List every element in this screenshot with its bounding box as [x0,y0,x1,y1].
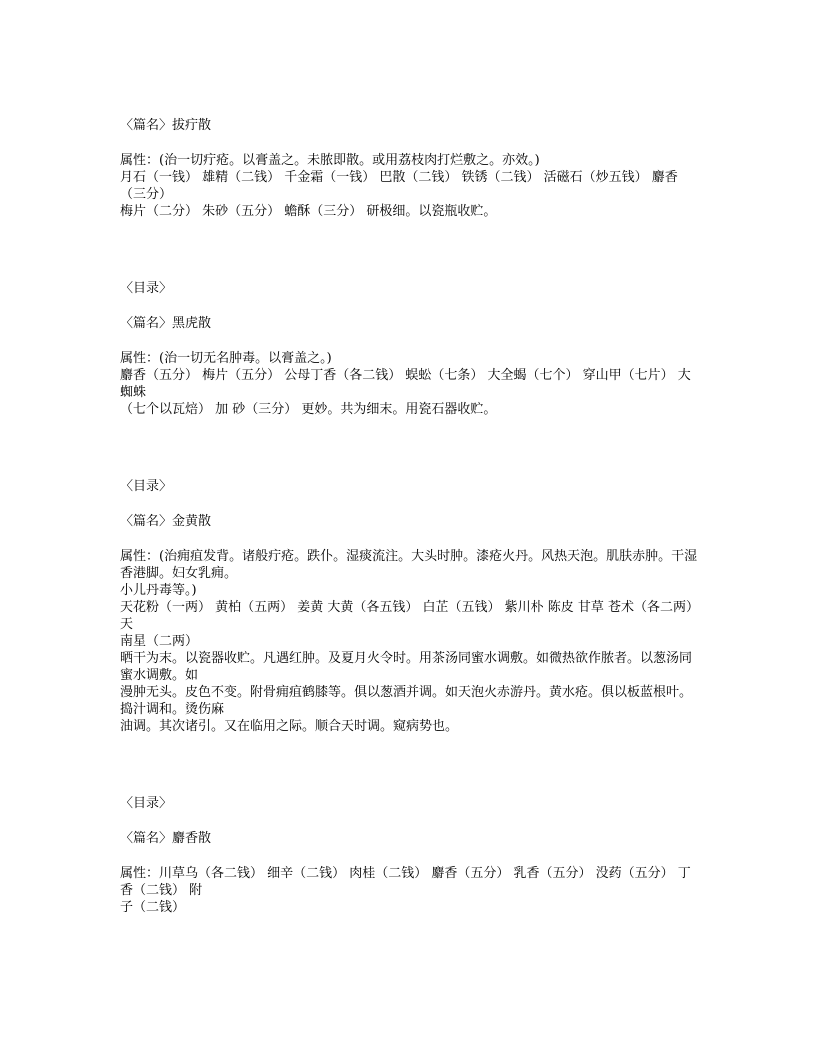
section-jinhuangsan [120,478,704,735]
document-page [120,117,704,916]
body-line: 月石（一钱） 雄精（二钱） 千金霜（一钱） 巴散（二钱） 铁锈（二钱） 活磁石（炒五钱） 麝香（三分） [120,170,678,202]
body-line: 梅片（二分） 朱砂（五分） 蟾酥（三分） 研极细。以瓷瓶收贮。 [120,204,497,219]
body-line: 小儿丹毒等。) [120,583,197,598]
section-shexiangsan [120,795,700,916]
body-line: 漫肿无头。皮色不变。附骨痈疽鹤膝等。俱以葱酒并调。如天泡火赤游丹。黄水疮。俱以板蓝根叶。捣汁调和。烫伤麻 [120,685,693,717]
section-heihusan [120,280,700,418]
body-line: （七个以瓦焙） 加 砂（三分） 更妙。共为细末。用瓷石器收贮。 [120,402,497,417]
section-title: 〈篇名〉拔疔散 [120,118,212,133]
body-line: 晒干为末。以瓷器收贮。凡遇红肿。及夏月火令时。用茶汤同蜜水调敷。如微热欲作脓者。以葱汤同蜜水调敷。如 [120,651,693,683]
attribute-line: 属性：(治一切无名肿毒。以膏盖之。) [120,351,332,366]
toc-link[interactable]: 〈目录〉 [120,796,173,811]
section-title: 〈篇名〉金黄散 [120,514,212,529]
body-line: 南星（二两） [120,634,199,649]
attribute-line: 属性：川草乌（各二钱） 细辛（二钱） 肉桂（二钱） 麝香（五分） 乳香（五分） 没药（五分） 丁香（二钱） 附 [120,866,691,898]
body-line: 子（二钱） [120,900,186,915]
section-title: 〈篇名〉麝香散 [120,831,212,846]
body-line: 麝香（五分） 梅片（五分） 公母丁香（各二钱） 蜈蚣（七条） 大全蝎（七个） 穿山甲（七片） 大蜘蛛 [120,368,691,400]
section-title: 〈篇名〉黑虎散 [120,316,212,331]
body-line: 天花粉（一两） 黄柏（五两） 姜黄 大黄（各五钱） 白芷（五钱） 紫川朴 陈皮 甘草 苍术（各二两） 天 [120,600,704,632]
section-badingsan [120,117,700,220]
toc-link[interactable]: 〈目录〉 [120,479,173,494]
attribute-line: 属性：(治一切疔疮。以膏盖之。未脓即散。或用荔枝肉打烂敷之。亦效。) [120,153,540,168]
attribute-line: 属性：(治痈疽发背。诸般疔疮。跌仆。湿痰流注。大头时肿。漆疮火丹。风热天泡。肌肤赤肿。干湿香港脚。妇女乳痈。 [120,549,698,581]
toc-link[interactable]: 〈目录〉 [120,281,173,296]
body-line: 油调。其次诸引。又在临用之际。顺合天时调。窥病势也。 [120,719,459,734]
